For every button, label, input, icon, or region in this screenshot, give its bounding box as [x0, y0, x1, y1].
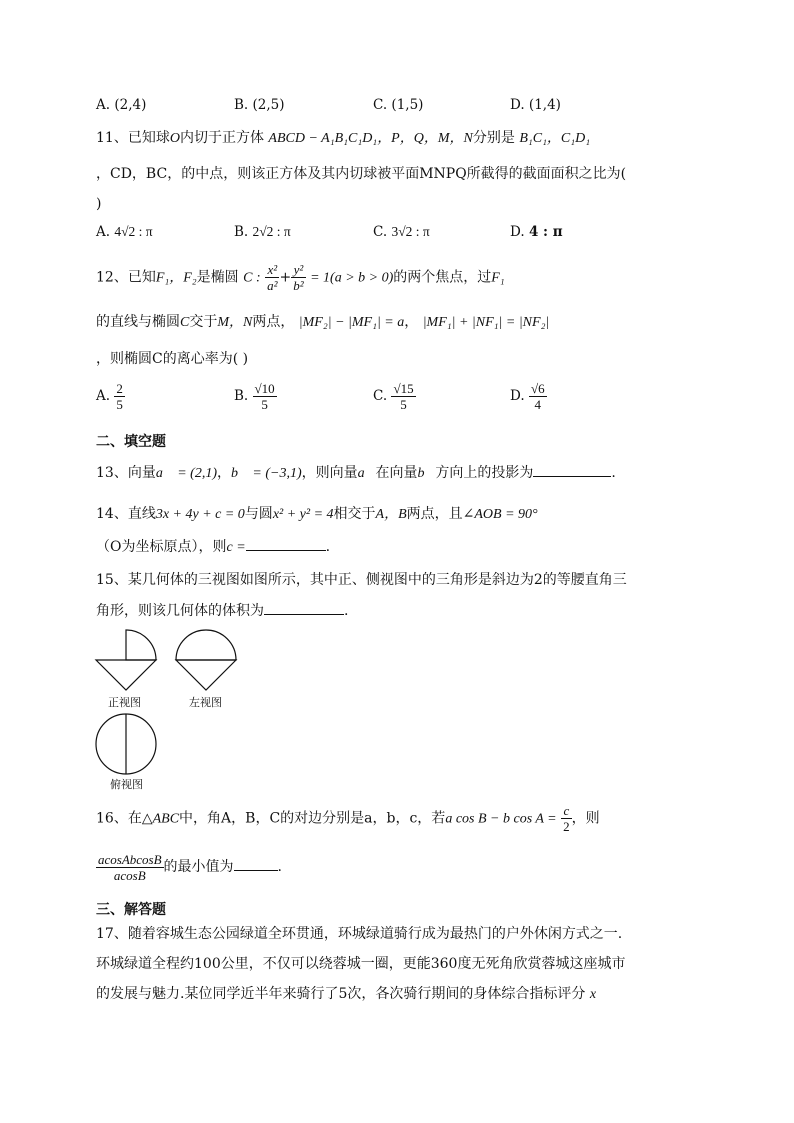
- q11-option-c: [373, 224, 430, 240]
- q14-circle-eq: x² + y² = 4: [272, 507, 334, 522]
- q16-line1: [96, 803, 600, 835]
- q13-vec-b: b⃗ = (−3,1): [231, 466, 302, 481]
- q12-option-c: [373, 381, 416, 412]
- q12-b2: b²: [293, 278, 304, 293]
- q16-line2-mid: 的最小值为: [163, 859, 234, 875]
- q11-option-b-label: B.: [234, 224, 249, 240]
- left-view-semicircle: [176, 630, 236, 660]
- q15-end: .: [344, 603, 349, 619]
- q13-line: [96, 462, 616, 484]
- q13-suffix: 方向上的投影为: [435, 465, 534, 481]
- q12-comma: ，: [404, 314, 419, 330]
- q13-a: a⃗: [357, 466, 376, 481]
- q11-option-d: [510, 224, 563, 240]
- q12-line2-mid: 交于: [189, 314, 218, 330]
- q12-option-c-label: C.: [373, 388, 388, 404]
- q12-plus: +: [279, 269, 292, 286]
- q17-line2: 环城绿道全程约100公里，不仅可以绕蓉城一圈，更能360度无死角欣赏蓉城这座城市: [96, 956, 626, 972]
- q15-line2-text: 角形，则该几何体的体积为: [96, 603, 264, 619]
- q12-ellipse-rhs: = 1(a > b > 0): [310, 270, 394, 286]
- q14-angle: ∠AOB = 90°: [462, 507, 538, 522]
- q11-line3: ): [96, 196, 102, 212]
- q14-line2-prefix: （O为坐标原点），则: [96, 539, 227, 555]
- q12-line2-c: C: [180, 315, 190, 330]
- left-view-caption: 左视图: [189, 696, 222, 709]
- q12-y2: y²: [291, 262, 305, 278]
- q12-option-c-frac: [391, 381, 415, 412]
- q12-line3: ，则椭圆C的离心率为( ): [96, 351, 249, 367]
- q12-mid: 是椭圆: [196, 269, 239, 286]
- q12-line2-mn: M，N: [217, 315, 253, 330]
- q12-prefix: 12、已知: [96, 269, 156, 286]
- q12-option-d-label: D.: [510, 388, 525, 404]
- q11-sphere-o: O: [169, 131, 180, 146]
- q12-f1: F₁: [491, 270, 505, 286]
- q11-option-c-value: 3√2 : π: [391, 224, 430, 239]
- q17-line3-text: 的发展与魅力.某位同学近半年来骑行了5次，各次骑行期间的身体综合指标评分: [96, 986, 586, 1002]
- q10-option-c: C. (1,5): [373, 97, 424, 113]
- q12-option-d-num: √6: [530, 381, 545, 396]
- q11-option-d-label: D.: [510, 224, 525, 240]
- q16-c-over-2: [561, 803, 572, 834]
- q16-c-num: c: [561, 803, 572, 819]
- q15-answer-blank[interactable]: [264, 600, 344, 615]
- front-view: [96, 630, 156, 690]
- q11-cube: ABCD − A₁B₁C₁D₁: [268, 131, 378, 146]
- q12-line2: [96, 312, 549, 333]
- q16-mid: 中，角A，B，C的对边分别是a，b，c，若: [179, 810, 446, 827]
- q12-line1: [96, 262, 505, 293]
- q17-x: x: [589, 987, 597, 1002]
- q12-option-c-num: √15: [393, 381, 414, 396]
- top-view: [96, 714, 156, 774]
- q16-suffix: ，则: [571, 810, 600, 827]
- q11-option-b-value: 2√2 : π: [252, 224, 291, 239]
- q12-cond2: |MF₁| + |NF₁| = |NF₂|: [422, 315, 550, 330]
- q11-line1: [96, 128, 590, 149]
- q12-option-a-den: 5: [116, 397, 123, 412]
- q12-foci: F₁，F₂: [155, 270, 197, 286]
- front-view-caption: 正视图: [108, 696, 141, 709]
- q12-option-d-den: 4: [534, 397, 541, 412]
- q17-line3: [96, 984, 596, 1005]
- q13-prefix: 13、向量: [96, 465, 156, 481]
- q12-option-b-label: B.: [234, 388, 249, 404]
- q12-option-c-den: 5: [400, 397, 407, 412]
- q13-b: b⃗: [417, 466, 436, 481]
- q14-line-eq: 3x + 4y + c = 0: [155, 507, 245, 522]
- section-fill-in-heading: 二、填空题: [96, 434, 166, 450]
- q14-mid3: 两点，且: [406, 506, 463, 522]
- q12-option-a-label: A.: [96, 388, 111, 404]
- q14-line1: [96, 504, 538, 525]
- q15-line2: [96, 600, 348, 621]
- q16-triangle: △ABC: [141, 811, 180, 827]
- q16-expr-num: acosAbcosB: [98, 851, 162, 867]
- q17-line1: 17、随着容城生态公园绿道全环贯通，环城绿道骑行成为最热门的户外休闲方式之一.: [96, 926, 623, 942]
- q16-end: .: [277, 859, 282, 875]
- q15-line1: 15、某几何体的三视图如图所示，其中正、侧视图中的三角形是斜边为2的等腰直角三: [96, 572, 627, 588]
- q12-option-b: [234, 381, 277, 412]
- q16-c-den: 2: [563, 819, 570, 834]
- q11-prefix: 11、已知球: [96, 130, 170, 146]
- q14-prefix: 14、直线: [96, 506, 156, 522]
- q11-points: ，P，Q，M，N: [377, 131, 473, 146]
- q14-line2: [96, 536, 330, 558]
- q12-ellipse-lhs: C :: [243, 270, 261, 286]
- q13-mid2: 在向量: [375, 465, 418, 481]
- left-view: [176, 630, 236, 690]
- q13-mid: ，则向量: [301, 465, 358, 481]
- q14-mid: 与圆: [244, 506, 273, 522]
- q12-line2-points: 两点，: [252, 314, 295, 330]
- q13-vec-a: a⃗ = (2,1): [155, 466, 217, 481]
- q16-expression: [96, 852, 164, 883]
- q12-option-a: [96, 381, 125, 412]
- q13-end: .: [611, 465, 616, 481]
- q12-suffix: 的两个焦点，过: [393, 269, 492, 286]
- q12-option-d: [510, 381, 547, 412]
- q13-answer-blank[interactable]: [533, 462, 611, 477]
- q11-option-a-label: A.: [96, 224, 111, 240]
- q12-x2: x²: [265, 262, 279, 278]
- front-view-quarter-circle: [126, 630, 156, 660]
- q14-ab: A，B: [375, 507, 407, 522]
- q14-c-eq: c =: [226, 540, 246, 555]
- q11-option-b: [234, 224, 291, 240]
- q12-option-a-num: 2: [116, 381, 123, 396]
- front-view-triangle: [96, 660, 156, 690]
- q16-cond: a cos B − b cos A =: [445, 811, 557, 827]
- q10-option-a: A. (2,4): [96, 97, 147, 113]
- q16-expr-den: acosB: [113, 867, 146, 883]
- q10-option-d: D. (1,4): [510, 97, 561, 113]
- q16-answer-blank[interactable]: [234, 856, 278, 871]
- q11-option-d-value: 4 : π: [528, 224, 563, 240]
- q12-line2-start: 的直线与椭圆: [96, 314, 180, 330]
- q10-option-b: B. (2,5): [234, 97, 285, 113]
- q11-option-a-value: 4√2 : π: [114, 224, 153, 239]
- q12-option-b-frac: [253, 381, 277, 412]
- q12-option-b-num: √10: [254, 381, 275, 396]
- q14-answer-blank[interactable]: [246, 536, 326, 551]
- section-solution-heading: 三、解答题: [96, 902, 166, 918]
- q12-option-a-frac: [114, 381, 125, 412]
- q16-prefix: 16、在: [96, 810, 142, 827]
- q14-mid2: 相交于: [333, 506, 376, 522]
- q12-option-b-den: 5: [261, 397, 268, 412]
- q13-comma: ，: [217, 465, 231, 481]
- q11-option-c-label: C.: [373, 224, 388, 240]
- q12-cond1: |MF₂| − |MF₁| = a: [298, 315, 405, 330]
- q12-frac-y: [291, 262, 305, 293]
- left-view-triangle: [176, 660, 236, 690]
- q11-option-a: [96, 224, 153, 240]
- q16-line2: [96, 850, 282, 884]
- q11-line2: ，CD，BC，的中点，则该正方体及其内切球被平面MNPQ所截得的截面面积之比为(: [96, 166, 627, 182]
- q12-frac-x: [265, 262, 279, 293]
- q11-mid: 内切于正方体: [179, 130, 264, 146]
- q11-edges: B₁C₁，C₁D₁: [519, 131, 591, 146]
- q12-option-d-frac: [529, 381, 547, 412]
- q12-a2: a²: [267, 278, 278, 293]
- q14-end: .: [325, 539, 331, 555]
- q11-rest: 分别是: [472, 130, 515, 146]
- top-view-caption: 俯视图: [110, 778, 143, 791]
